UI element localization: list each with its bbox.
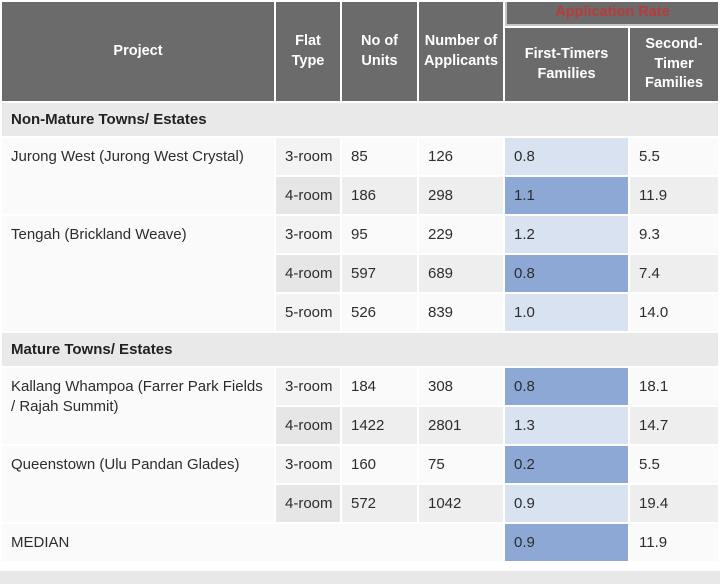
cell-first-timer-rate: 0.9 xyxy=(505,485,628,522)
table-header xyxy=(2,2,718,101)
column-header-project: Project xyxy=(2,2,274,101)
cell-flat-type: 5-room xyxy=(276,294,340,331)
cell-flat-type: 4-room xyxy=(276,485,340,522)
table-row xyxy=(2,368,718,405)
cell-second-timer-rate: 7.4 xyxy=(630,255,718,292)
table-row xyxy=(2,446,718,483)
column-header-no-of-units: No of Units xyxy=(342,2,417,101)
column-header-second-timer-families: Second-Timer Families xyxy=(630,28,718,101)
median-row xyxy=(2,524,718,561)
cell-number-of-applicants: 689 xyxy=(419,255,503,292)
cell-first-timer-rate: 0.8 xyxy=(505,368,628,405)
cell-first-timer-rate: 1.2 xyxy=(505,216,628,253)
cell-flat-type: 3-room xyxy=(276,368,340,405)
cell-no-of-units: 184 xyxy=(342,368,417,405)
cell-first-timer-rate: 1.3 xyxy=(505,407,628,444)
median-label: MEDIAN xyxy=(2,524,503,561)
cell-number-of-applicants: 2801 xyxy=(419,407,503,444)
cell-first-timer-rate: 1.1 xyxy=(505,177,628,214)
cell-first-timer-rate: 1.0 xyxy=(505,294,628,331)
cell-second-timer-rate: 14.7 xyxy=(630,407,718,444)
table-row xyxy=(2,216,718,253)
project-name-cell: Tengah (Brickland Weave) xyxy=(2,216,274,331)
cell-second-timer-rate: 5.5 xyxy=(630,446,718,483)
cell-first-timer-rate: 0.8 xyxy=(505,255,628,292)
cell-number-of-applicants: 126 xyxy=(419,138,503,175)
cell-second-timer-rate: 11.9 xyxy=(630,524,718,561)
cell-second-timer-rate: 5.5 xyxy=(630,138,718,175)
cell-flat-type: 3-room xyxy=(276,446,340,483)
section-title: Mature Towns/ Estates xyxy=(2,333,718,366)
column-header-number-of-applicants: Number of Applicants xyxy=(419,2,503,101)
cell-second-timer-rate: 9.3 xyxy=(630,216,718,253)
cell-number-of-applicants: 229 xyxy=(419,216,503,253)
cell-no-of-units: 597 xyxy=(342,255,417,292)
column-header-application-rate: Application Rate xyxy=(505,2,718,26)
cell-no-of-units: 95 xyxy=(342,216,417,253)
cell-flat-type: 3-room xyxy=(276,216,340,253)
cell-second-timer-rate: 19.4 xyxy=(630,485,718,522)
cell-first-timer-rate: 0.8 xyxy=(505,138,628,175)
project-name-cell: Queenstown (Ulu Pandan Glades) xyxy=(2,446,274,522)
cell-number-of-applicants: 839 xyxy=(419,294,503,331)
cell-number-of-applicants: 1042 xyxy=(419,485,503,522)
cell-second-timer-rate: 11.9 xyxy=(630,177,718,214)
project-name-cell: Jurong West (Jurong West Crystal) xyxy=(2,138,274,214)
bottom-divider xyxy=(0,571,720,584)
cell-flat-type: 4-room xyxy=(276,255,340,292)
cell-number-of-applicants: 75 xyxy=(419,446,503,483)
column-header-first-timers-families: First-Timers Families xyxy=(505,28,628,101)
cell-first-timer-rate: 0.9 xyxy=(505,524,628,561)
section-title: Non-Mature Towns/ Estates xyxy=(2,103,718,136)
cell-no-of-units: 85 xyxy=(342,138,417,175)
section-header-mature xyxy=(2,333,718,366)
cell-second-timer-rate: 18.1 xyxy=(630,368,718,405)
cell-flat-type: 4-room xyxy=(276,407,340,444)
cell-flat-type: 4-room xyxy=(276,177,340,214)
table-body xyxy=(2,103,718,561)
cell-no-of-units: 160 xyxy=(342,446,417,483)
cell-no-of-units: 186 xyxy=(342,177,417,214)
table-row xyxy=(2,138,718,175)
cell-first-timer-rate: 0.2 xyxy=(505,446,628,483)
cell-second-timer-rate: 14.0 xyxy=(630,294,718,331)
cell-flat-type: 3-room xyxy=(276,138,340,175)
cell-no-of-units: 572 xyxy=(342,485,417,522)
project-name-cell: Kallang Whampoa (Farrer Park Fields / Rajah Summit) xyxy=(2,368,274,444)
cell-no-of-units: 1422 xyxy=(342,407,417,444)
section-header-non-mature xyxy=(2,103,718,136)
cell-number-of-applicants: 308 xyxy=(419,368,503,405)
column-header-flat-type: Flat Type xyxy=(276,2,340,101)
cell-no-of-units: 526 xyxy=(342,294,417,331)
cell-number-of-applicants: 298 xyxy=(419,177,503,214)
